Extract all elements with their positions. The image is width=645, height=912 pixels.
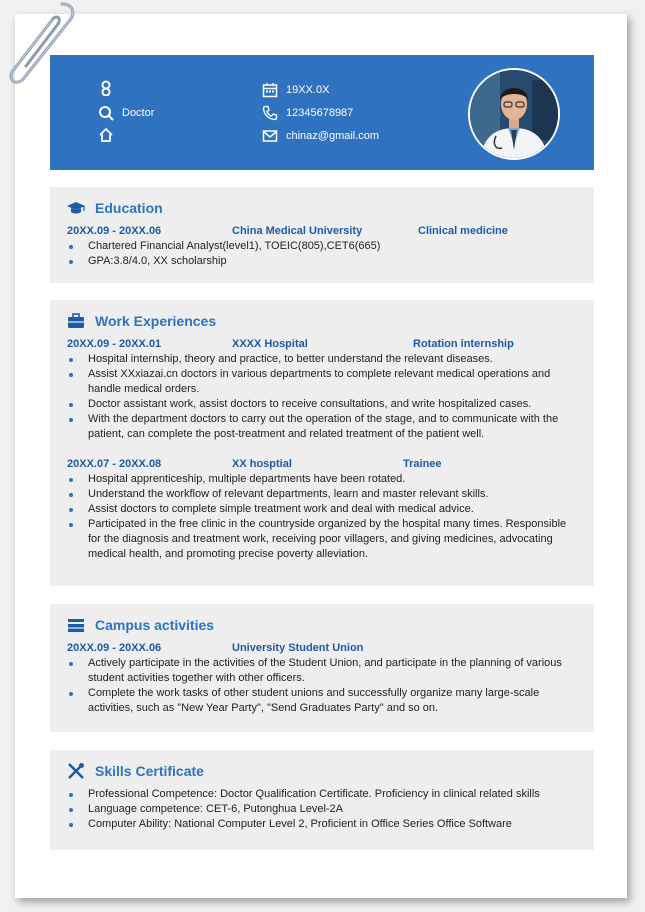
list-item: With the department doctors to carry out the operation of the stage, and to communicate with the patient, can complete the post-treatment and related treatment of the patient well.: [67, 412, 567, 442]
list-item: Professional Competence: Doctor Qualification Certificate. Proficiency in clinical related skills: [67, 787, 567, 802]
campus-list: [67, 656, 567, 716]
work-role-2: Trainee: [403, 458, 442, 470]
email-row: [262, 128, 379, 144]
list-item: Actively participate in the activities of the Student Union, and participate in the planning of various student activities together with other officers.: [67, 656, 567, 686]
person-row: [98, 80, 122, 96]
work-org-2: XX hosptial: [232, 458, 292, 470]
list-item: Assist XXxiazai.cn doctors in various departments to complete relevant medical operations and handle medical orders.: [67, 367, 567, 397]
work-title: Work Experiences: [95, 313, 217, 329]
campus-date: 20XX.09 - 20XX.06: [67, 642, 162, 654]
work-heading: [66, 312, 216, 330]
list-item: Chartered Financial Analyst(level1), TOEIC(805),CET6(665): [67, 239, 567, 254]
graduation-cap-icon: [66, 199, 86, 217]
search-icon: [98, 105, 114, 121]
work-org-1: XXXX Hospital: [232, 338, 308, 350]
phone-icon: [262, 105, 278, 121]
list-item: Doctor assistant work, assist doctors to receive consultations, and write hospitalized cases.: [67, 397, 567, 412]
skills-section: [50, 750, 594, 850]
work-role-1: Rotation internship: [413, 338, 514, 350]
list-item: Hospital internship, theory and practice, to better understand the relevant diseases.: [67, 352, 567, 367]
list-item: Understand the workflow of relevant departments, learn and master relevant skills.: [67, 487, 567, 502]
list-item: Participated in the free clinic in the countryside organized by the hospital many times. Responsible for the diagnosis and treatment work, receiving poor villagers, and giving medicines, advocating medical health, and promoting precise poverty alleviation.: [67, 517, 567, 562]
address-row: [98, 127, 122, 143]
education-org: China Medical University: [232, 225, 363, 237]
education-date: 20XX.09 - 20XX.06: [67, 225, 162, 237]
resume-header: [50, 55, 594, 170]
skills-list: [67, 787, 567, 832]
list-item: Computer Ability: National Computer Level 2, Proficient in Office Series Office Software: [67, 817, 567, 832]
list-item: Hospital apprenticeship, multiple departments have been rotated.: [67, 472, 567, 487]
work-list-1: [67, 352, 567, 442]
education-section: [50, 187, 594, 283]
work-list-2: [67, 472, 567, 562]
work-date-1: 20XX.09 - 20XX.01: [67, 338, 162, 350]
list-item: Language competence: CET-6, Putonghua Level-2A: [67, 802, 567, 817]
campus-title: Campus activities: [95, 617, 215, 633]
phone-value: 12345678987: [286, 107, 354, 119]
avatar: [468, 68, 560, 160]
building-icon: [66, 616, 86, 634]
person-icon: [98, 80, 114, 96]
work-section: [50, 300, 594, 586]
campus-section: [50, 604, 594, 732]
mail-icon: [262, 128, 278, 144]
email-value: chinaz@gmail.com: [286, 130, 380, 142]
birth-value: 19XX.0X: [286, 84, 330, 96]
skills-title: Skills Certificate: [95, 763, 204, 779]
list-item: Assist doctors to complete simple treatment work and deal with medical advice.: [67, 502, 567, 517]
campus-org: University Student Union: [232, 642, 364, 654]
tools-icon: [66, 762, 86, 780]
list-item: GPA:3.8/4.0, XX scholarship: [67, 254, 567, 269]
education-heading: [66, 199, 163, 217]
list-item: Complete the work tasks of other student unions and successfully organize many large-scale activities, such as "New Year Party", "Send Graduates Party" and so on.: [67, 686, 567, 716]
education-list: [67, 239, 567, 269]
job-row: [98, 105, 154, 121]
phone-row: [262, 105, 353, 121]
calendar-icon: [262, 82, 278, 98]
skills-heading: [66, 762, 204, 780]
education-title: Education: [95, 200, 163, 216]
job-label: Doctor: [122, 107, 155, 119]
birth-row: [262, 82, 329, 98]
home-icon: [98, 127, 114, 143]
campus-heading: [66, 616, 214, 634]
education-role: Clinical medicine: [418, 225, 508, 237]
work-date-2: 20XX.07 - 20XX.08: [67, 458, 162, 470]
briefcase-icon: [66, 312, 86, 330]
